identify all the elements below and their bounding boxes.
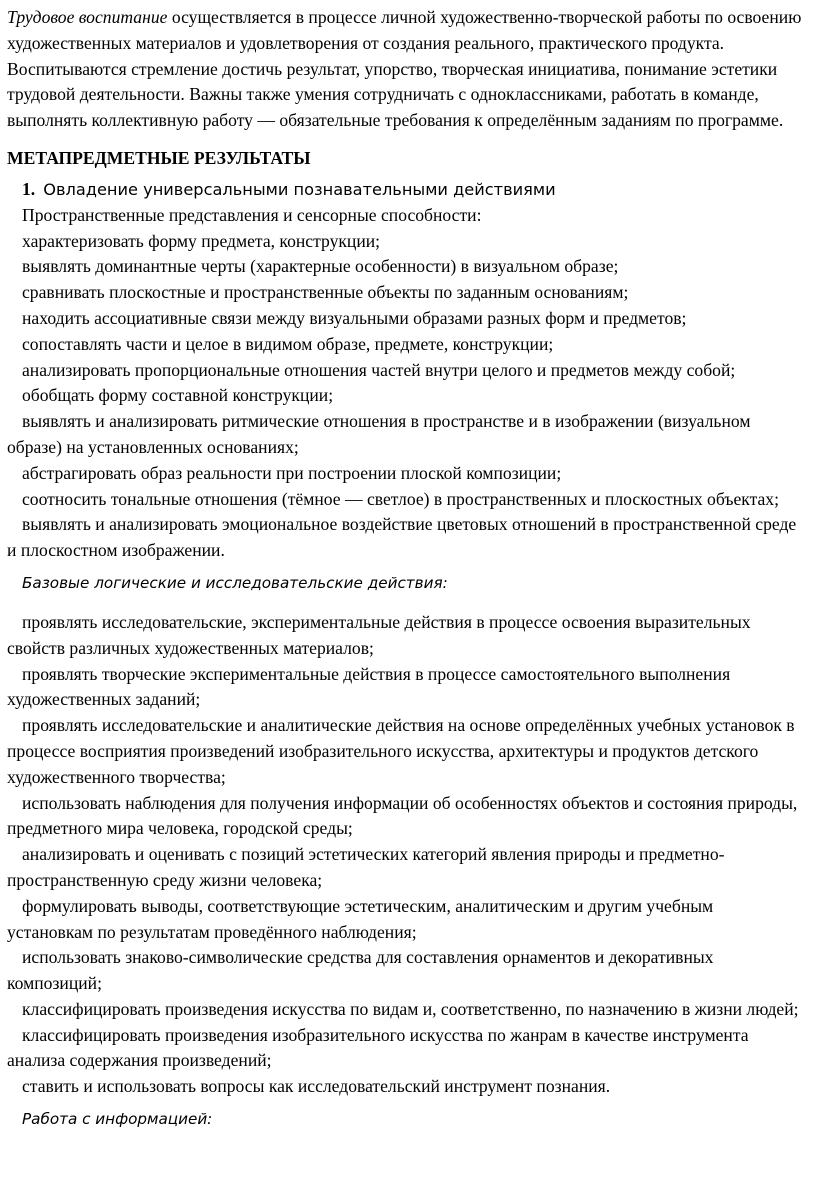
list-item: сравнивать плоскостные и пространственные объекты по заданным основаниям; <box>22 282 629 303</box>
list-item: абстрагировать образ реальности при построении плоской композиции; <box>22 462 562 483</box>
numbered-heading <box>7 176 802 203</box>
list-item: классифицировать произведения искусства по видам и, соответственно, по назначению в жизни людей; <box>22 998 799 1019</box>
spatial-intro: Пространственные представления и сенсорные способности: <box>22 204 482 225</box>
numbered-heading-title: Овладение универсальными познавательными действиями <box>43 179 556 199</box>
list-item: анализировать и оценивать с позиций эстетических категорий явления природы и предметно-пространственную среду жизни человека; <box>7 844 725 890</box>
list-item: формулировать выводы, соответствующие эстетическим, аналитическим и другим учебным установкам по результатам проведённого наблюдения; <box>7 895 714 942</box>
list-item: соотносить тональные отношения (тёмное — светлое) в пространственных и плоскостных объектах; <box>22 488 779 509</box>
list-item: проявлять творческие экспериментальные действия в процессе самостоятельного выполнения художественных заданий; <box>7 663 731 710</box>
section-heading: МЕТАПРЕДМЕТНЫЕ РЕЗУЛЬТАТЫ <box>7 147 311 168</box>
list-item: выявлять и анализировать эмоциональное воздействие цветовых отношений в пространственной среде и плоскостном изображении. <box>7 514 797 561</box>
list-item: сопоставлять части и целое в видимом образе, предмете, конструкции; <box>22 333 554 354</box>
numbered-heading-number: 1. <box>22 178 36 199</box>
list-item: анализировать пропорциональные отношения частей внутри целого и предметов между собой; <box>22 359 736 380</box>
list-item: классифицировать произведения изобразительного искусства по жанрам в качестве инструмента анализа содержания произведений; <box>7 1024 749 1071</box>
list-item: проявлять исследовательские, экспериментальные действия в процессе освоения выразительных свойств различных художественных материалов; <box>7 611 751 658</box>
spatial-section <box>7 203 802 564</box>
intro-paragraph <box>7 5 802 134</box>
list-item: выявлять доминантные черты (характерные особенности) в визуальном образе; <box>22 256 619 277</box>
intro-text: осуществляется в процессе личной художественно-творческой работы по освоению художественных материалов и удовлетворения от создания реального, практического продукта. Воспитываются стремление достичь результат, упорство, творческая инициатива, понимание эстетики трудовой деятельности. Важны также умения сотрудничать с одноклассниками, работать в команде, выполнять коллективную работу — обязательные требования к определённым заданиям по программе. <box>7 7 802 131</box>
info-work-heading: Работа с информацией: <box>22 1110 213 1129</box>
list-item: обобщать форму составной конструкции; <box>22 385 334 406</box>
list-item: выявлять и анализировать ритмические отношения в пространстве и в изображении (визуальном образе) на установленных основаниях; <box>7 411 751 457</box>
logical-section <box>7 610 802 1100</box>
logical-actions-heading: Базовые логические и исследовательские действия: <box>22 573 448 592</box>
list-item: проявлять исследовательские и аналитические действия на основе определённых учебных установок в процессе восприятия произведений изобразительного искусства, архитектуры и продуктов детского художественного творчества; <box>7 715 795 787</box>
intro-italic-lead: Трудовое воспитание <box>7 7 168 27</box>
list-item: использовать знаково-символические средства для составления орнаментов и декоративных композиций; <box>7 947 714 994</box>
list-item: характеризовать форму предмета, конструкции; <box>22 230 381 251</box>
list-item: использовать наблюдения для получения информации об особенностях объектов и состояния природы, предметного мира человека, городской среды; <box>7 792 798 839</box>
list-item: находить ассоциативные связи между визуальными образами разных форм и предметов; <box>22 307 687 328</box>
list-item: ставить и использовать вопросы как исследовательский инструмент познания. <box>22 1076 611 1097</box>
